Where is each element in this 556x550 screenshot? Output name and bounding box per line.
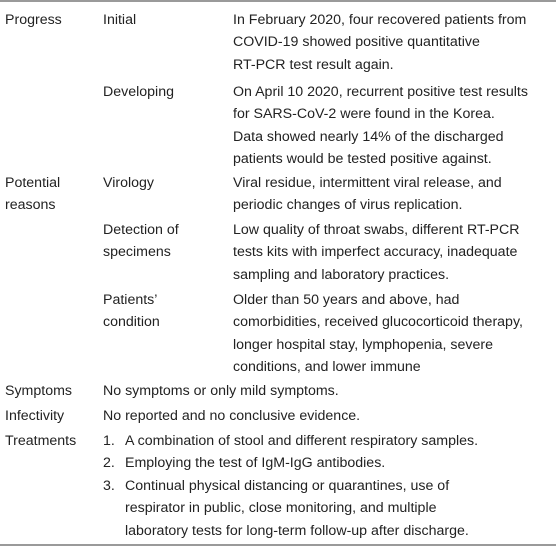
treatment-item: 2. Employing the test of IgM-IgG antibodies. — [103, 455, 386, 472]
table-bottom-rule — [0, 544, 556, 546]
table-top-rule — [0, 0, 556, 2]
category-infectivity: Infectivity — [5, 408, 65, 424]
treatment-item: 1. A combination of stool and different respiratory samples. — [103, 433, 479, 449]
desc-patients-condition: Older than 50 years and above, had comorbidities, received glucocorticoid therapy, longer hospital stay, lymphopenia, severe conditions, and lower immune — [233, 292, 523, 376]
desc-infectivity: No reported and no conclusive evidence. — [103, 408, 361, 424]
category-potential-reasons: Potential reasons — [5, 175, 61, 214]
sub-initial: Initial — [103, 12, 137, 28]
sub-virology: Virology — [103, 175, 154, 191]
sub-patients-condition: Patients’ condition — [103, 292, 160, 331]
desc-virology: Viral residue, intermittent viral release, and periodic changes of virus replication. — [233, 175, 502, 214]
category-treatments: Treatments — [5, 433, 77, 449]
desc-symptoms: No symptoms or only mild symptoms. — [103, 383, 339, 399]
category-progress: Progress — [5, 12, 62, 28]
desc-developing: On April 10 2020, recurrent positive test results for SARS-CoV-2 were found in the Korea. Data showed nearly 14% of the discharged patients would be tested positive against. — [233, 84, 528, 168]
sub-detection: Detection of specimens — [103, 222, 179, 261]
desc-detection: Low quality of throat swabs, different RT-PCR tests kits with imperfect accuracy, inadequate sampling and laboratory practices. — [233, 222, 520, 283]
sub-developing: Developing — [103, 84, 174, 100]
desc-initial: In February 2020, four recovered patients from COVID-19 showed positive quantitative RT-PCR test result again. — [233, 12, 527, 73]
category-symptoms: Symptoms — [5, 383, 73, 399]
treatments-list — [103, 430, 478, 542]
treatment-item: 3. Continual physical distancing or quarantines, use of respirator in public, close monitoring, and multiple laboratory tests for long-term follow-up after discharge. — [103, 477, 469, 539]
